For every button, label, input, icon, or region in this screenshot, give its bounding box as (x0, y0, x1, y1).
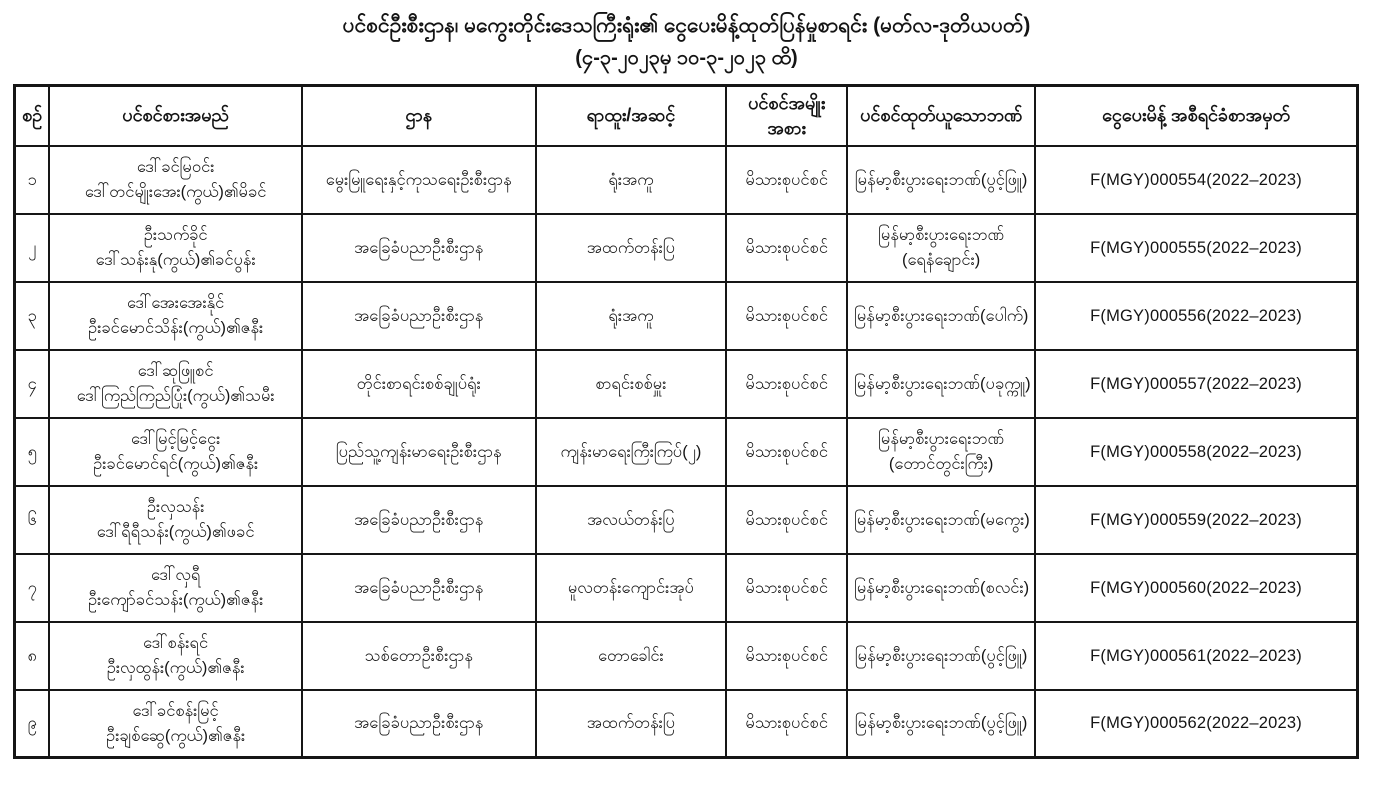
pensioner-name-line2: ဒေါ်ကြည်ကြည်ပြုံး(ကွယ်)၏သမီး (76, 386, 275, 405)
cell-pensioner-name (49, 486, 301, 554)
cell-position: အထက်တန်းပြ (536, 214, 727, 282)
cell-position: ရုံးအကူ (536, 146, 727, 214)
cell-pensioner-name (49, 622, 301, 690)
cell-serial: ၅ (15, 418, 50, 486)
cell-pension-type: မိသားစုပင်စင် (726, 486, 847, 554)
table-row (15, 554, 1358, 622)
bank-line1: မြန်မာ့စီးပွားရေးဘဏ်(မကွေး) (854, 510, 1030, 529)
bank-line1: မြန်မာ့စီးပွားရေးဘဏ်(ပခုက္ကူ) (854, 374, 1031, 393)
cell-pension-type: မိသားစုပင်စင် (726, 214, 847, 282)
pension-report-table (13, 84, 1359, 760)
cell-pensioner-name (49, 350, 301, 418)
cell-pension-type: မိသားစုပင်စင် (726, 622, 847, 690)
cell-bank (847, 418, 1035, 486)
pensioner-name-line1: ဒေါ်ခင်မြဝင်း (136, 158, 215, 177)
cell-position: ရုံးအကူ (536, 282, 727, 350)
cell-serial: ၈ (15, 622, 50, 690)
bank-line1: မြန်မာ့စီးပွားရေးဘဏ်(ပွင့်ဖြူ) (854, 170, 1028, 189)
cell-order-number: F(MGY)000562(2022–2023) (1035, 690, 1357, 758)
cell-serial: ၃ (15, 282, 50, 350)
column-header-order-number: ငွေပေးမိန့် အစီရင်ခံစာအမှတ် (1035, 85, 1357, 146)
cell-position: ကျန်းမာရေးကြီးကြပ်(၂) (536, 418, 727, 486)
document-title (0, 10, 1373, 74)
pensioner-name-line2: ဦးချစ်ဆွေ(ကွယ်)၏ဇနီး (106, 726, 246, 745)
table-body (15, 146, 1358, 758)
pensioner-name-line2: ဒေါ်တင်မျိုးအေး(ကွယ်)၏မိခင် (84, 182, 267, 201)
cell-pension-type: မိသားစုပင်စင် (726, 690, 847, 758)
column-header-department: ဌာန (302, 85, 536, 146)
cell-pensioner-name (49, 146, 301, 214)
cell-bank (847, 690, 1035, 758)
cell-position: စာရင်းစစ်မှူး (536, 350, 727, 418)
cell-bank (847, 622, 1035, 690)
bank-line1: မြန်မာ့စီးပွားရေးဘဏ်(ပွင့်ဖြူ) (854, 646, 1028, 665)
pensioner-name-line2: ဒေါ်သန်းနု(ကွယ်)၏ခင်ပွန်း (95, 250, 256, 269)
cell-department: အခြေခံပညာဦးစီးဌာန (302, 690, 536, 758)
cell-department: အခြေခံပညာဦးစီးဌာန (302, 282, 536, 350)
cell-pensioner-name (49, 554, 301, 622)
cell-department: အခြေခံပညာဦးစီးဌာန (302, 486, 536, 554)
cell-department: တိုင်းစာရင်းစစ်ချုပ်ရုံး (302, 350, 536, 418)
column-header-serial: စဉ် (15, 85, 50, 146)
table-row (15, 418, 1358, 486)
pensioner-name-line1: ဒေါ်စန်းရင် (143, 634, 209, 653)
pensioner-name-line1: ဒေါ်ဆုဖြူစင် (137, 362, 214, 381)
table-row (15, 690, 1358, 758)
cell-pension-type: မိသားစုပင်စင် (726, 418, 847, 486)
cell-pension-type: မိသားစုပင်စင် (726, 350, 847, 418)
pensioner-name-line1: ဦးလှသန်း (146, 498, 205, 517)
pensioner-name-line1: ဒေါ်အေးအေးနိုင် (126, 294, 225, 313)
cell-pension-type: မိသားစုပင်စင် (726, 554, 847, 622)
cell-position: အထက်တန်းပြ (536, 690, 727, 758)
column-header-pension-type: ပင်စင်အမျိုး အစား (726, 85, 847, 146)
cell-department: မွေးမြူရေးနှင့်ကုသရေးဦးစီးဌာန (302, 146, 536, 214)
cell-order-number: F(MGY)000557(2022–2023) (1035, 350, 1357, 418)
bank-line1: မြန်မာ့စီးပွားရေးဘဏ်(စလင်း) (854, 578, 1030, 597)
cell-order-number: F(MGY)000556(2022–2023) (1035, 282, 1357, 350)
pensioner-name-line1: ဒေါ်လှရီ (150, 566, 201, 585)
pensioner-name-line2: ဦးကျော်ခင်သန်း(ကွယ်)၏ဇနီး (87, 590, 264, 609)
cell-bank (847, 350, 1035, 418)
table-row (15, 350, 1358, 418)
cell-department: အခြေခံပညာဦးစီးဌာန (302, 554, 536, 622)
cell-bank (847, 554, 1035, 622)
cell-bank (847, 214, 1035, 282)
header-row (15, 85, 1358, 146)
cell-pensioner-name (49, 690, 301, 758)
cell-pension-type: မိသားစုပင်စင် (726, 282, 847, 350)
table-row (15, 214, 1358, 282)
cell-order-number: F(MGY)000558(2022–2023) (1035, 418, 1357, 486)
table-row (15, 622, 1358, 690)
pensioner-name-line2: ဦးခင်မောင်ရင်(ကွယ်)၏ဇနီး (93, 454, 259, 473)
cell-bank (847, 486, 1035, 554)
bank-line2: (တောင်တွင်းကြီး) (888, 454, 994, 473)
cell-pension-type: မိသားစုပင်စင် (726, 146, 847, 214)
cell-bank (847, 282, 1035, 350)
pensioner-name-line2: ဒေါ်ရီရီသန်း(ကွယ်)၏ဖခင် (96, 522, 255, 541)
bank-line2: (ရေနံချောင်း) (901, 250, 981, 269)
cell-position: အလယ်တန်းပြ (536, 486, 727, 554)
title-line-2: (၄-၃-၂၀၂၃မှ ၁၀-၃-၂၀၂၃ ထိ) (575, 46, 798, 69)
cell-pensioner-name (49, 418, 301, 486)
cell-position: တောခေါင်း (536, 622, 727, 690)
cell-department: သစ်တောဦးစီးဌာန (302, 622, 536, 690)
cell-position: မူလတန်းကျောင်းအုပ် (536, 554, 727, 622)
cell-order-number: F(MGY)000559(2022–2023) (1035, 486, 1357, 554)
pensioner-name-line1: ဒေါ်ခင်စန်းမြင့် (132, 701, 219, 720)
table-header (15, 85, 1358, 146)
column-header-position: ရာထူး/အဆင့် (536, 85, 727, 146)
cell-serial: ၄ (15, 350, 50, 418)
cell-serial: ၁ (15, 146, 50, 214)
cell-department: ပြည်သူ့ကျန်းမာရေးဦးစီးဌာန (302, 418, 536, 486)
cell-pensioner-name (49, 214, 301, 282)
cell-serial: ၆ (15, 486, 50, 554)
pensioner-name-line2: ဦးလှထွန်း(ကွယ်)၏ဇနီး (106, 658, 245, 677)
bank-line1: မြန်မာ့စီးပွားရေးဘဏ် (878, 226, 1005, 245)
cell-bank (847, 146, 1035, 214)
column-header-pensioner-name: ပင်စင်စားအမည် (49, 85, 301, 146)
column-header-bank: ပင်စင်ထုတ်ယူသောဘဏ် (847, 85, 1035, 146)
table-row (15, 146, 1358, 214)
cell-pensioner-name (49, 282, 301, 350)
bank-line1: မြန်မာ့စီးပွားရေးဘဏ်(ပွင့်ဖြူ) (854, 714, 1028, 733)
cell-order-number: F(MGY)000555(2022–2023) (1035, 214, 1357, 282)
cell-order-number: F(MGY)000561(2022–2023) (1035, 622, 1357, 690)
bank-line1: မြန်မာ့စီးပွားရေးဘဏ်(ပေါက်) (854, 306, 1029, 325)
table-row (15, 282, 1358, 350)
pensioner-name-line1: ဒေါ်မြင့်မြင့်ငွေး (130, 430, 221, 449)
cell-serial: ၉ (15, 690, 50, 758)
cell-serial: ၂ (15, 214, 50, 282)
pensioner-name-line1: ဦးသက်ခိုင် (143, 226, 208, 245)
cell-order-number: F(MGY)000560(2022–2023) (1035, 554, 1357, 622)
cell-serial: ၇ (15, 554, 50, 622)
cell-department: အခြေခံပညာဦးစီးဌာန (302, 214, 536, 282)
bank-line1: မြန်မာ့စီးပွားရေးဘဏ် (878, 430, 1005, 449)
table-row (15, 486, 1358, 554)
title-line-1: ပင်စင်ဦးစီးဌာန၊ မကွေးတိုင်းဒေသကြီးရုံး၏ ငွေပေးမိန့်ထုတ်ပြန်မှုစာရင်း (မတ်လ-ဒုတိယပတ်) (342, 14, 1031, 37)
pensioner-name-line2: ဦးခင်မောင်သိန်း(ကွယ်)၏ဇနီး (88, 318, 264, 337)
cell-order-number: F(MGY)000554(2022–2023) (1035, 146, 1357, 214)
